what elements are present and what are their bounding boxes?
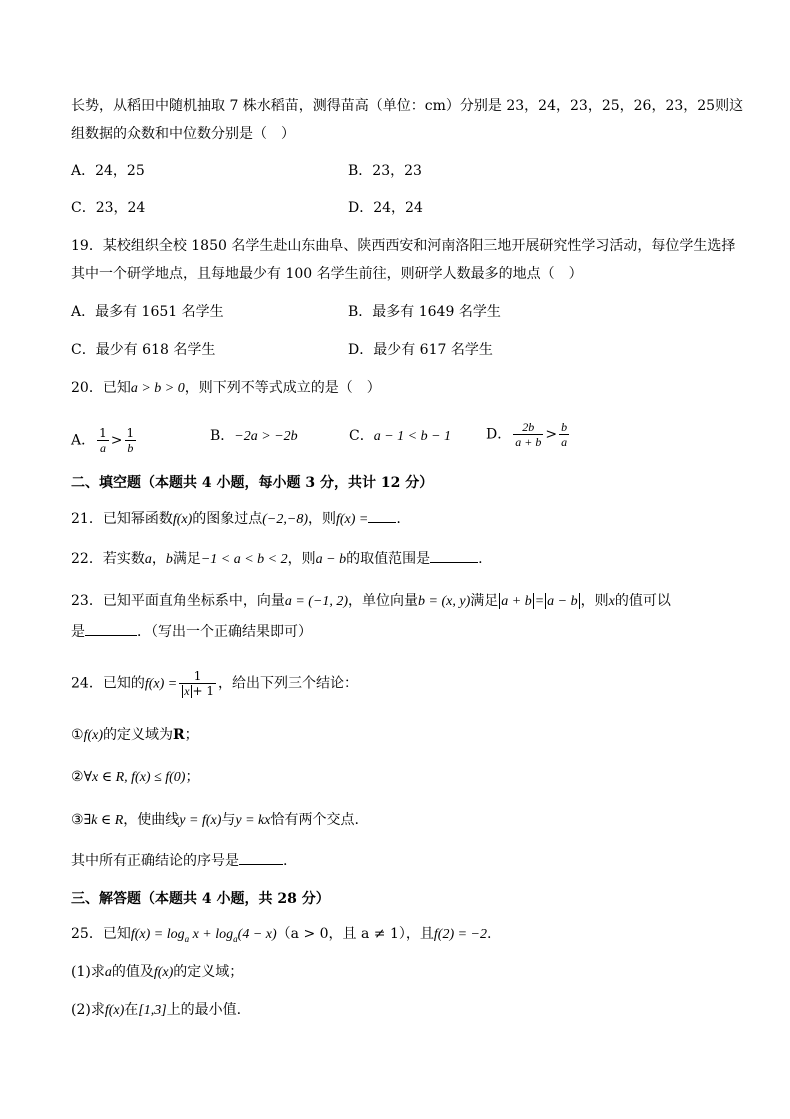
q25-f: f(x) = log xyxy=(130,927,185,942)
numerator: 2b xyxy=(513,420,543,435)
q19-option-c: C．最少有 618 名学生 xyxy=(71,342,216,358)
q23-cond-pre: 满足 xyxy=(470,593,499,609)
q25-p1-post: 的定义域； xyxy=(173,964,244,980)
fraction xyxy=(559,420,569,449)
q25-p2-f: f(x) xyxy=(104,1003,125,1018)
q18-option-a: A．24，25 xyxy=(71,163,145,179)
q18-line1: 长势，从稻田中随机抽取 7 株水稻苗，测得苗高（单位：cm）分别是 23，24，23，25，26，23，25则这 xyxy=(71,98,744,114)
section-3-heading: 三、解答题（本题共 4 小题，共 28 分） xyxy=(71,891,330,907)
q23-vector-a: a = (−1, 2) xyxy=(284,594,349,609)
q21-f2: f(x) = xyxy=(335,512,369,527)
q25-p2-pre: (2)求 xyxy=(71,1002,105,1018)
denominator: b xyxy=(127,441,134,455)
q24-c1-f: f(x) xyxy=(83,728,103,743)
denominator: a xyxy=(561,435,568,449)
q21-f: f(x) xyxy=(172,512,193,527)
q25-p2-interval: [1,3] xyxy=(138,1003,167,1018)
log-base: a xyxy=(184,933,190,944)
log-base: a xyxy=(233,933,238,944)
q20-stem-post: ，则下列不等式成立的是（ ） xyxy=(184,380,381,396)
q24-c3-mid: ，使曲线 xyxy=(123,812,180,828)
q24-conclusion-2 xyxy=(71,767,199,788)
fraction xyxy=(513,420,543,449)
plus-one: + 1 xyxy=(192,684,215,698)
q20-stem xyxy=(71,378,381,399)
q25-part-1 xyxy=(71,962,243,983)
q25-p2-mid: 在 xyxy=(124,1002,139,1018)
numerator: 1 xyxy=(126,426,135,440)
q25-p1-a: a xyxy=(104,965,112,980)
q24-c3-end: 恰有两个交点. xyxy=(270,812,359,828)
q25-mid1: x + log xyxy=(189,927,234,942)
q22-expr: a − b xyxy=(315,552,347,567)
q24-ask-end: . xyxy=(283,853,288,869)
section-2-heading: 二、填空题（本题共 4 小题，每小题 3 分，共计 12 分） xyxy=(71,475,434,491)
reals-symbol: R xyxy=(173,727,185,743)
q20-option-b xyxy=(210,426,298,447)
q23-line1 xyxy=(71,591,671,612)
q23-post: ，则 xyxy=(580,593,609,609)
q22-end: 的取值范围是 xyxy=(346,551,431,567)
fraction xyxy=(179,669,216,698)
q24-c1-end: ； xyxy=(184,727,199,743)
q19-line1: 19．某校组织全校 1850 名学生赴山东曲阜、陕西西安和河南洛阳三地开展研究性学习活动，每位学生选择 xyxy=(71,238,736,254)
q25-p1-f: f(x) xyxy=(153,965,174,980)
numerator: 1 xyxy=(179,669,216,684)
q20-option-d-label: D． xyxy=(486,426,512,443)
q21-mid: 的图象过点 xyxy=(192,511,263,527)
circled-1: ① xyxy=(71,727,84,743)
q23-vector-b: b = (x, y) xyxy=(418,594,471,609)
answer-blank[interactable] xyxy=(430,562,478,563)
q20-options xyxy=(71,418,631,454)
fraction xyxy=(97,426,109,455)
q20-option-c-expr: a − 1 < b − 1 xyxy=(373,429,452,444)
q24-c3-and: 与 xyxy=(221,812,236,828)
q20-condition: a > b > 0 xyxy=(130,381,185,396)
q22-pre: 22．若实数 xyxy=(71,551,145,567)
q20-option-c xyxy=(349,426,451,447)
answer-blank[interactable] xyxy=(239,864,283,865)
fraction xyxy=(125,426,137,455)
q24-pre: 24．已知的 xyxy=(71,675,145,692)
abs-x: x xyxy=(184,684,190,698)
q20-option-c-label: C． xyxy=(349,428,374,444)
q19-option-d: D．最少有 617 名学生 xyxy=(348,342,493,358)
q24-post: ，给出下列三个结论： xyxy=(218,675,359,692)
q23-cond-right: a − b xyxy=(547,594,578,609)
q24-c1-text: 的定义域为 xyxy=(103,727,173,743)
q18-option-b: B．23，23 xyxy=(348,163,422,179)
numerator: b xyxy=(561,420,568,434)
q23-eq: = xyxy=(534,594,545,609)
answer-blank[interactable] xyxy=(85,635,137,636)
q24-conclusion-3 xyxy=(71,810,359,831)
q23-mid: ，单位向量 xyxy=(348,593,419,609)
q22-range: −1 < a < b < 2 xyxy=(200,552,288,567)
q23-line2 xyxy=(71,622,312,642)
q25-cond: （a > 0，且 a ≠ 1） xyxy=(276,926,406,942)
q23-line2-pre: 是 xyxy=(71,624,85,640)
q25-value: f(2) = −2 xyxy=(433,927,487,942)
q19-option-b: B．最多有 1649 名学生 xyxy=(348,304,501,320)
q19-option-a: A．最多有 1651 名学生 xyxy=(71,304,224,320)
q20-option-b-expr: −2a > −2b xyxy=(234,429,298,444)
numerator: 1 xyxy=(99,426,107,440)
q20-option-b-label: B． xyxy=(210,428,235,444)
q18-option-d: D．24，24 xyxy=(348,200,423,216)
q21-point: (−2,−8) xyxy=(262,512,308,527)
q25-part-2 xyxy=(71,1000,241,1021)
q25-p1-mid: 的值及 xyxy=(111,964,154,980)
q25-post: ，且 xyxy=(405,926,434,942)
q19-line2: 其中一个研学地点，且每地最少有 100 名学生前往，则研学人数最多的地点（ ） xyxy=(71,266,583,282)
q20-option-a xyxy=(71,426,138,455)
q20-stem-pre: 20．已知 xyxy=(71,380,131,396)
q25-mid2: (4 − x) xyxy=(237,927,277,942)
q21-pre: 21．已知幂函数 xyxy=(71,511,173,527)
q24-c3-exists: ∃k ∈ R xyxy=(83,813,124,828)
q22-mid: 满足 xyxy=(172,551,201,567)
q24-ask xyxy=(71,851,287,871)
q24-f: f(x) = xyxy=(144,676,178,692)
q23-x: x xyxy=(608,594,615,609)
q23-cond-left: a + b xyxy=(501,594,532,609)
denominator: a + b xyxy=(515,435,542,449)
answer-blank[interactable] xyxy=(368,522,396,523)
denominator: a xyxy=(99,441,106,455)
q20-option-d xyxy=(486,420,571,449)
q25-dot: . xyxy=(487,926,492,942)
q22 xyxy=(71,549,483,570)
q18-option-c: C．23，24 xyxy=(71,200,146,216)
circled-2: ② xyxy=(71,769,84,785)
q24-c3-line: y = kx xyxy=(235,813,271,828)
q22-post: ，则 xyxy=(287,551,316,567)
q24-stem xyxy=(71,669,358,705)
q22-a: a xyxy=(144,552,152,567)
q22-dot: . xyxy=(478,551,483,567)
q24-c2-expr: ∀x ∈ R, f(x) ≤ f(0) xyxy=(83,770,186,785)
q22-sep: ， xyxy=(151,551,166,567)
q23-line2-post: ．（写出一个正确结果即可） xyxy=(137,624,312,640)
q21-post: ，则 xyxy=(307,511,336,527)
q24-c2-end: ； xyxy=(185,769,200,785)
q22-b: b xyxy=(165,552,173,567)
q25-p2-post: 上的最小值. xyxy=(166,1002,242,1018)
denominator xyxy=(179,684,216,698)
q25-p1-pre: (1)求 xyxy=(71,964,105,980)
q24-c3-curve: y = f(x) xyxy=(179,813,222,828)
q24-conclusion-1 xyxy=(71,725,199,746)
operator: > xyxy=(545,426,558,443)
q24-ask-text: 其中所有正确结论的序号是 xyxy=(71,853,239,869)
operator: > xyxy=(110,432,123,449)
q25-stem xyxy=(71,924,491,949)
q21: 21．已知幂函数f(x)的图象过点(−2,−8)，则f(x) = . xyxy=(71,511,401,527)
q23-tail: 的值可以 xyxy=(614,593,671,609)
circled-3: ③ xyxy=(71,812,84,828)
q18-line2: 组数据的众数和中位数分别是（ ） xyxy=(71,126,295,142)
q20-option-a-label: A． xyxy=(71,432,96,449)
q23-pre: 23．已知平面直角坐标系中，向量 xyxy=(71,593,285,609)
q25-pre: 25．已知 xyxy=(71,926,131,942)
